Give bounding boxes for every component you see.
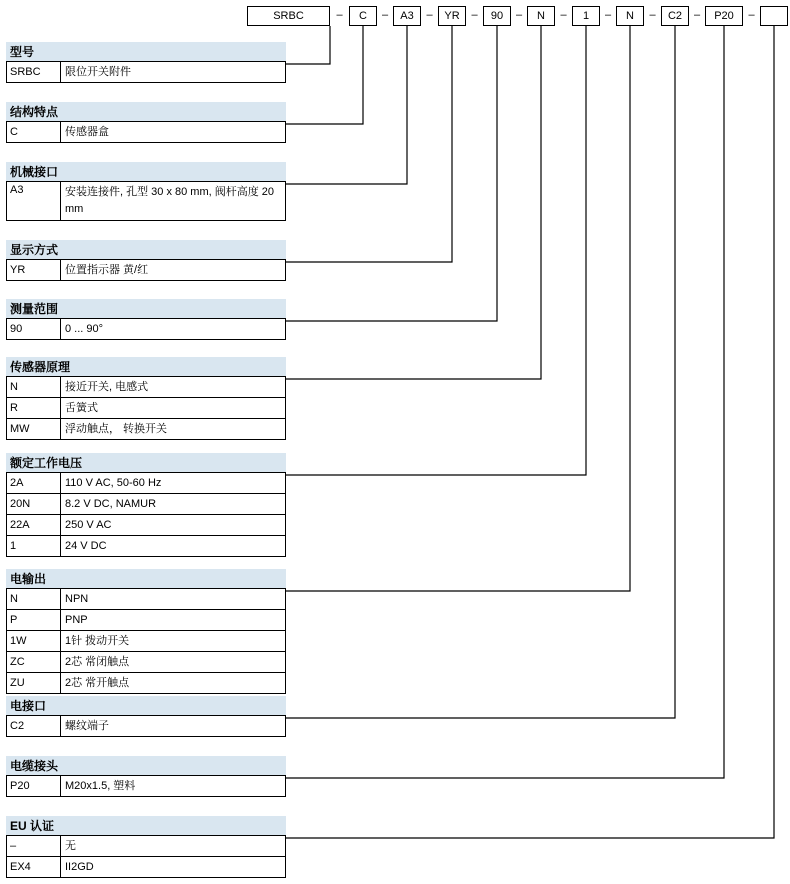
section-7 [6, 453, 286, 557]
option-code: YR [7, 260, 61, 280]
option-row [6, 716, 286, 737]
section-9 [6, 696, 286, 737]
option-code: P20 [7, 776, 61, 796]
section-2 [6, 102, 286, 143]
section-title: 机械接口 [6, 162, 286, 182]
option-description: 8.2 V DC, NAMUR [65, 498, 157, 510]
option-description: 位置指示器 黄/红 [65, 264, 149, 276]
option-code: 90 [7, 319, 61, 339]
code-box-2: C [349, 6, 377, 26]
option-row [6, 419, 286, 440]
option-row [6, 536, 286, 557]
code-separator: – [336, 9, 343, 21]
code-separator: – [471, 9, 478, 21]
option-row [6, 589, 286, 610]
option-row [6, 631, 286, 652]
section-title: 结构特点 [6, 102, 286, 122]
section-title: 测量范围 [6, 299, 286, 319]
connector-line [286, 26, 724, 778]
option-description: 110 V AC, 50-60 Hz [65, 477, 162, 489]
section-title: 显示方式 [6, 240, 286, 260]
option-row [6, 652, 286, 673]
section-title: EU 认证 [6, 816, 286, 836]
code-box-9: C2 [661, 6, 689, 26]
option-code: R [7, 398, 61, 418]
option-row [6, 260, 286, 281]
code-box-5: 90 [483, 6, 511, 26]
option-row [6, 319, 286, 340]
option-row [6, 62, 286, 83]
code-box-6: N [527, 6, 555, 26]
option-description: II2GD [65, 861, 94, 873]
option-code: 1W [7, 631, 61, 651]
code-separator: – [515, 9, 523, 21]
code-separator: – [649, 9, 656, 21]
option-row [6, 122, 286, 143]
connector-line [286, 26, 541, 379]
code-box-3: A3 [393, 6, 421, 26]
connector-line [286, 26, 363, 124]
section-8 [6, 569, 286, 694]
option-description: 1针 拨动开关 [65, 635, 130, 647]
option-description: 24 V DC [65, 540, 107, 552]
option-description: 螺纹端子 [65, 720, 109, 732]
option-code: 20N [7, 494, 61, 514]
option-row [6, 398, 286, 419]
option-description: 0 ... 90° [65, 323, 104, 335]
option-code: 2A [7, 473, 61, 493]
code-box-8: N [616, 6, 644, 26]
option-code: N [7, 377, 61, 397]
section-title: 传感器原理 [6, 357, 286, 377]
option-code: MW [7, 419, 61, 439]
option-row [6, 836, 286, 857]
code-separator: – [748, 9, 755, 21]
option-description: 舌簧式 [65, 402, 98, 414]
code-separator: – [693, 9, 701, 21]
option-description: 接近开关, 电感式 [65, 381, 149, 393]
section-10 [6, 756, 286, 797]
code-box-7: 1 [572, 6, 600, 26]
code-box-4: YR [438, 6, 466, 26]
connector-line [286, 26, 407, 184]
option-description: 安装连接件, 孔型 30 x 80 mm, 阀杆高度 20 mm [65, 186, 275, 215]
option-row [6, 377, 286, 398]
option-description: 2芯 常开触点 [65, 677, 130, 689]
connector-line [286, 26, 452, 262]
code-separator: – [381, 9, 389, 21]
connector-line [286, 26, 630, 591]
option-code: A3 [7, 182, 61, 220]
option-row [6, 515, 286, 536]
section-title: 电接口 [6, 696, 286, 716]
option-description: M20x1.5, 塑料 [65, 780, 136, 792]
section-6 [6, 357, 286, 440]
code-box-10: P20 [705, 6, 743, 26]
option-description: 限位开关附件 [65, 66, 131, 78]
code-separator: – [604, 9, 612, 21]
section-title: 额定工作电压 [6, 453, 286, 473]
option-row [6, 673, 286, 694]
connector-line [286, 26, 675, 718]
section-5 [6, 299, 286, 340]
option-description: PNP [65, 614, 88, 626]
section-4 [6, 240, 286, 281]
option-row [6, 776, 286, 797]
option-code: 1 [7, 536, 61, 556]
option-description: 无 [65, 840, 76, 852]
option-code: C2 [7, 716, 61, 736]
option-code: EX4 [7, 857, 61, 877]
option-code: P [7, 610, 61, 630]
option-code: – [7, 836, 61, 856]
section-3 [6, 162, 286, 221]
code-separator: – [426, 9, 433, 21]
option-code: N [7, 589, 61, 609]
option-row [6, 857, 286, 878]
option-code: SRBC [7, 62, 61, 82]
option-row [6, 182, 286, 221]
option-description: NPN [65, 593, 89, 605]
code-box-1: SRBC [247, 6, 330, 26]
option-row [6, 494, 286, 515]
section-1 [6, 42, 286, 83]
option-code: ZU [7, 673, 61, 693]
option-row [6, 610, 286, 631]
option-description: 浮动触点， 转换开关 [65, 423, 168, 435]
option-description: 传感器盒 [65, 126, 109, 138]
connector-line [286, 26, 497, 321]
connector-line [286, 26, 330, 64]
option-description: 250 V AC [65, 519, 112, 531]
option-code: C [7, 122, 61, 142]
option-row [6, 473, 286, 494]
section-title: 型号 [6, 42, 286, 62]
option-code: ZC [7, 652, 61, 672]
section-11 [6, 816, 286, 878]
option-description: 2芯 常闭触点 [65, 656, 130, 668]
code-separator: – [560, 9, 567, 21]
section-title: 电缆接头 [6, 756, 286, 776]
section-title: 电输出 [6, 569, 286, 589]
connector-line [286, 26, 774, 838]
code-box-11 [760, 6, 788, 26]
option-code: 22A [7, 515, 61, 535]
